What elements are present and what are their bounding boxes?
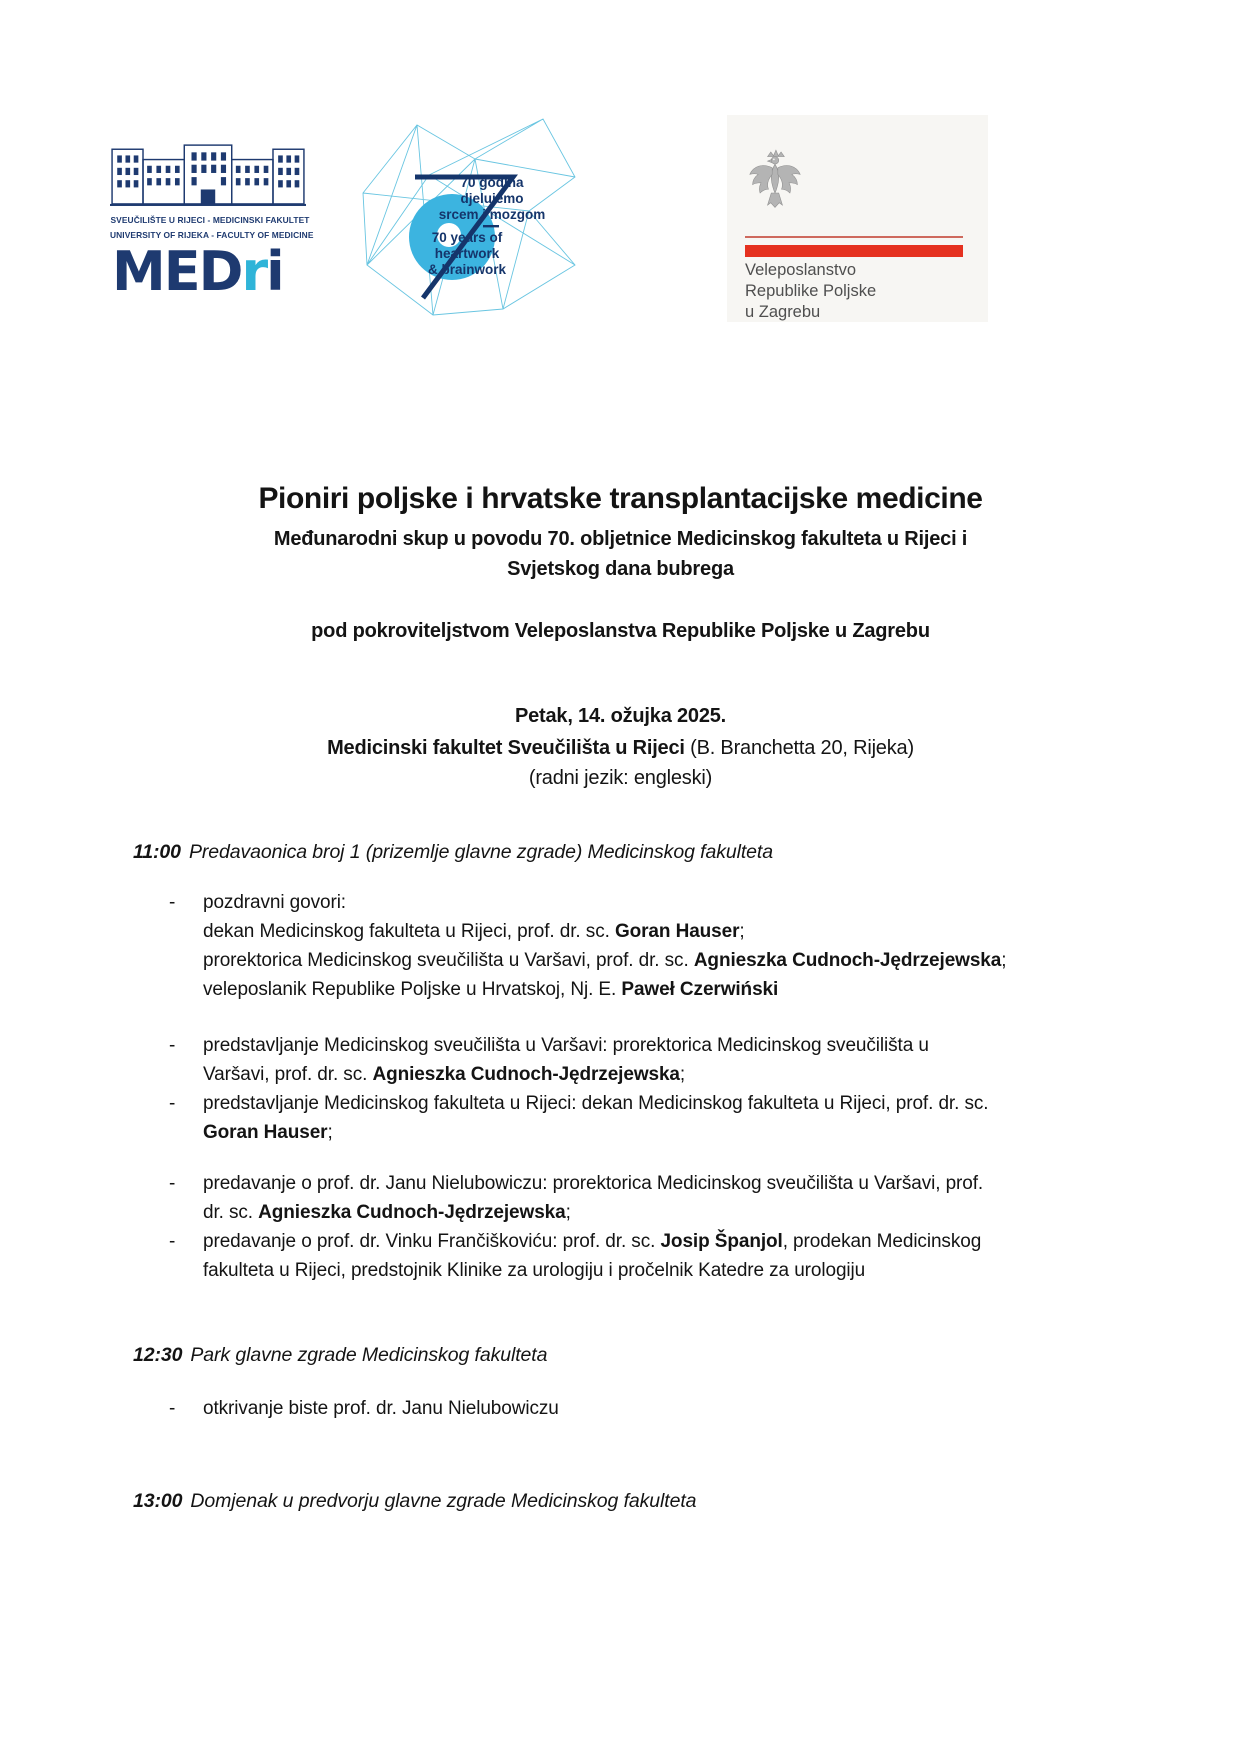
- anniversary-tagline-en-1: 70 years of: [431, 230, 503, 245]
- agenda-line: [203, 946, 1006, 975]
- agenda-group-presentations: [169, 1031, 989, 1147]
- medri-wordmark-r: r: [241, 240, 267, 303]
- session-time: 13:00: [133, 1490, 183, 1512]
- bullet-dash: -: [169, 1035, 176, 1056]
- agenda-line: [203, 975, 1006, 1004]
- embassy-name-line3: u Zagrebu: [745, 303, 821, 321]
- embassy-red-bar: [745, 245, 963, 257]
- agenda-line-text: fakulteta u Rijeci, predstojnik Klinike za urologiju i pročelnik Katedre za urologiju: [203, 1260, 866, 1281]
- embassy-name: [745, 260, 876, 323]
- page-title: Pioniri poljske i hrvatske transplantacijske medicine: [258, 482, 983, 515]
- agenda-line: [203, 1118, 988, 1147]
- event-language: (radni jezik: engleski): [528, 767, 713, 789]
- polish-eagle-icon: [747, 143, 803, 215]
- session-location: Park glavne zgrade Medicinskog fakulteta: [190, 1344, 548, 1366]
- agenda-line-text: predstavljanje Medicinskog fakulteta u Rijeci: dekan Medicinskog fakulteta u Rijeci, prof. dr. sc.: [203, 1093, 989, 1114]
- session-heading-1230: [133, 1344, 547, 1367]
- medri-institution-name-hr: SVEUČILIŠTE U RIJECI - MEDICINSKI FAKULTET: [110, 215, 310, 225]
- session-location: Predavaonica broj 1 (prizemlje glavne zgrade) Medicinskog fakulteta: [188, 841, 773, 863]
- agenda-line: [169, 888, 1006, 917]
- event-date: Petak, 14. ožujka 2025.: [514, 705, 727, 727]
- patronage-line: pod pokroviteljstvom Veleposlanstva Republike Poljske u Zagrebu: [311, 620, 930, 642]
- embassy-name-line2: Republike Poljske: [745, 282, 877, 300]
- anniversary-tagline-en-3: & brainwork: [427, 262, 507, 277]
- agenda-line-text: dekan Medicinskog fakulteta u Rijeci, prof. dr. sc. Goran Hauser;: [203, 921, 745, 942]
- anniversary-tagline-hr-2: djelujemo: [460, 191, 524, 206]
- agenda-line: [203, 917, 1006, 946]
- agenda-line-text: prorektorica Medicinskog sveučilišta u Varšavi, prof. dr. sc. Agnieszka Cudnoch-Jędrzejewska;: [203, 950, 1007, 971]
- medri-institution-name-en: UNIVERSITY OF RIJEKA - FACULTY OF MEDICINE: [110, 229, 314, 240]
- embassy-thin-red-line: [745, 236, 963, 238]
- agenda-line: [203, 1198, 983, 1227]
- session-time: 11:00: [133, 841, 181, 863]
- medri-logo: [110, 142, 314, 303]
- subtitle-line-2: Svjetskog dana bubrega: [507, 558, 734, 580]
- agenda-line-text: Goran Hauser;: [203, 1122, 333, 1143]
- bullet-dash: -: [169, 1398, 176, 1419]
- agenda-line-text: Varšavi, prof. dr. sc. Agnieszka Cudnoch-Jędrzejewska;: [203, 1064, 686, 1085]
- agenda-line-text: dr. sc. Agnieszka Cudnoch-Jędrzejewska;: [203, 1202, 571, 1223]
- subtitle-line-1: Međunarodni skup u povodu 70. obljetnice Medicinskog fakulteta u Rijeci i: [273, 528, 968, 550]
- event-venue: [0, 733, 1241, 763]
- session-heading-1100: [133, 841, 773, 864]
- agenda-line-text: otkrivanje biste prof. dr. Janu Nielubowiczu: [203, 1398, 559, 1419]
- anniversary-dash-icon: [483, 225, 499, 227]
- agenda-line: [169, 1031, 988, 1060]
- medri-wordmark: [110, 240, 310, 303]
- agenda-line-text: veleposlanik Republike Poljske u Hrvatskoj, Nj. E. Paweł Czerwiński: [203, 979, 779, 1000]
- agenda-group-bust: [169, 1394, 559, 1423]
- agenda-group-welcome: [169, 888, 1007, 1004]
- anniversary-tagline-hr-3: srcem i mozgom: [438, 207, 546, 222]
- bullet-dash: -: [169, 1173, 176, 1194]
- session-time: 12:30: [133, 1344, 183, 1366]
- session-location: Domjenak u predvorju glavne zgrade Medicinskog fakulteta: [190, 1490, 697, 1512]
- medri-wordmark-i: i: [266, 240, 283, 303]
- anniversary-tagline-en-2: heartwork: [434, 246, 500, 261]
- medri-wordmark-med: MED: [112, 240, 242, 303]
- agenda-line: [169, 1169, 984, 1198]
- embassy-logo: [727, 115, 988, 322]
- bullet-dash: -: [169, 1231, 176, 1252]
- agenda-line-text: predavanje o prof. dr. Vinku Frančiškoviću: prof. dr. sc. Josip Španjol, prodekan Medicinskog: [203, 1231, 982, 1252]
- agenda-line: [169, 1227, 983, 1256]
- agenda-line-text: pozdravni govori:: [203, 892, 346, 913]
- embassy-name-line1: Veleposlanstvo: [745, 261, 856, 279]
- bullet-dash: -: [169, 1093, 176, 1114]
- agenda-line: [203, 1060, 988, 1089]
- event-venue-address: (B. Branchetta 20, Rijeka): [684, 737, 914, 759]
- anniversary-tagline-hr-1: 70 godina: [460, 175, 524, 190]
- session-heading-1300: [133, 1490, 696, 1513]
- agenda-group-lectures: [169, 1169, 984, 1285]
- agenda-line-text: predavanje o prof. dr. Janu Nielubowiczu: prorektorica Medicinskog sveučilišta u Varšavi, prof.: [203, 1173, 984, 1194]
- medri-building-icon: [110, 142, 306, 206]
- agenda-line: [203, 1256, 983, 1285]
- anniversary-logo: [345, 115, 580, 320]
- agenda-line-text: predstavljanje Medicinskog sveučilišta u Varšavi: prorektorica Medicinskog sveučilišta u: [203, 1035, 929, 1056]
- bullet-dash: -: [169, 892, 176, 913]
- event-venue-name: Medicinski fakultet Sveučilišta u Rijeci: [327, 737, 685, 759]
- agenda-line: [169, 1089, 989, 1118]
- agenda-line: [169, 1394, 559, 1423]
